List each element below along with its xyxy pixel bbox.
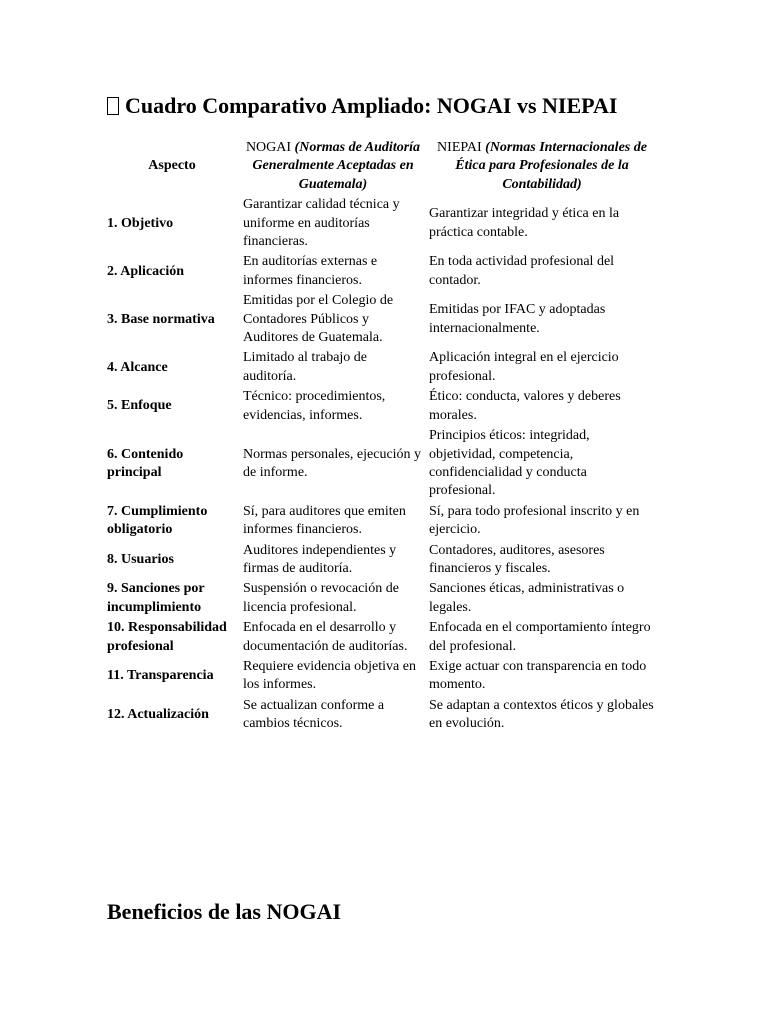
niepai-cell: Sanciones éticas, administrativas o legales.	[429, 581, 625, 615]
comparison-table	[104, 136, 658, 735]
table-body	[104, 195, 658, 734]
niepai-cell: Ético: conducta, valores y deberes morales.	[429, 389, 621, 423]
page-title	[107, 92, 617, 120]
niepai-cell: Sí, para todo profesional inscrito y en ejercicio.	[429, 503, 640, 538]
table-row	[104, 657, 658, 696]
aspect-cell: 11. Transparencia	[107, 668, 214, 684]
niepai-cell: En toda actividad profesional del contador.	[429, 254, 615, 288]
aspect-cell: 2. Aplicación	[107, 263, 185, 279]
missing-glyph-icon	[107, 97, 119, 115]
aspect-cell: 6. Contenido principal	[107, 446, 184, 480]
column-header-aspect: Aspecto	[148, 158, 196, 174]
niepai-cell: Emitidas por IFAC y adoptadas internacionalmente.	[429, 302, 606, 336]
aspect-cell: 9. Sanciones por incumplimiento	[107, 581, 205, 615]
niepai-cell: Contadores, auditores, asesores financieros y fiscales.	[429, 542, 605, 576]
nogai-code: NOGAI	[245, 140, 295, 155]
nogai-cell: Requiere evidencia objetiva en los informes.	[243, 658, 416, 693]
table-row	[104, 291, 658, 348]
niepai-description: (Normas Internacionales de Ética para Profesionales de la Contabilidad)	[455, 140, 647, 192]
niepai-cell: Aplicación integral en el ejercicio profesional.	[429, 350, 619, 384]
table-row	[104, 195, 658, 252]
table-row	[104, 696, 658, 735]
aspect-cell: 5. Enfoque	[107, 398, 172, 414]
aspect-cell: 12. Actualización	[107, 706, 209, 722]
niepai-cell: Se adaptan a contextos éticos y globales en evolución.	[429, 697, 654, 732]
table-row	[104, 348, 658, 387]
table-row	[104, 252, 658, 291]
aspect-cell: 4. Alcance	[107, 359, 168, 375]
aspect-cell: 8. Usuarios	[107, 551, 174, 567]
nogai-cell: Garantizar calidad técnica y uniforme en auditorías financieras.	[243, 197, 400, 250]
table-row	[104, 387, 658, 426]
nogai-cell: Auditores independientes y firmas de auditoría.	[243, 542, 397, 576]
nogai-cell: Emitidas por el Colegio de Contadores Públicos y Auditores de Guatemala.	[243, 293, 394, 346]
aspect-cell: 3. Base normativa	[107, 311, 215, 327]
nogai-description: (Normas de Auditoría Generalmente Aceptadas en Guatemala)	[252, 140, 421, 192]
column-header-niepai	[426, 136, 658, 195]
niepai-cell: Garantizar integridad y ética en la práctica contable.	[429, 206, 620, 240]
table-header-row	[104, 136, 658, 195]
table-row	[104, 541, 658, 580]
nogai-cell: Suspensión o revocación de licencia profesional.	[243, 581, 399, 615]
niepai-cell: Principios éticos: integridad, objetividad, competencia, confidencialidad y conducta profesional.	[429, 428, 590, 499]
nogai-cell: Sí, para auditores que emiten informes financieros.	[243, 503, 406, 538]
table-row	[104, 502, 658, 541]
page-title-text: Cuadro Comparativo Ampliado: NOGAI vs NIEPAI	[125, 93, 618, 118]
niepai-cell: Enfocada en el comportamiento íntegro del profesional.	[429, 620, 651, 654]
aspect-cell: 10. Responsabilidad profesional	[107, 620, 227, 654]
table-row	[104, 618, 658, 657]
column-header-nogai	[240, 136, 426, 195]
nogai-cell: En auditorías externas e informes financieros.	[243, 254, 378, 288]
niepai-cell: Exige actuar con transparencia en todo momento.	[429, 658, 647, 693]
section-heading: Beneficios de las NOGAI	[107, 899, 342, 924]
nogai-cell: Se actualizan conforme a cambios técnicos.	[243, 697, 385, 732]
table-header	[104, 136, 658, 195]
nogai-cell: Normas personales, ejecución y de informe.	[243, 446, 422, 480]
nogai-cell: Limitado al trabajo de auditoría.	[243, 350, 368, 384]
table-row	[104, 579, 658, 618]
aspect-cell: 7. Cumplimiento obligatorio	[107, 503, 208, 538]
nogai-cell: Técnico: procedimientos, evidencias, informes.	[243, 389, 386, 423]
nogai-cell: Enfocada en el desarrollo y documentación de auditorías.	[243, 620, 408, 654]
table-row	[104, 426, 658, 502]
aspect-cell: 1. Objetivo	[107, 215, 174, 231]
niepai-code: NIEPAI	[437, 140, 486, 155]
